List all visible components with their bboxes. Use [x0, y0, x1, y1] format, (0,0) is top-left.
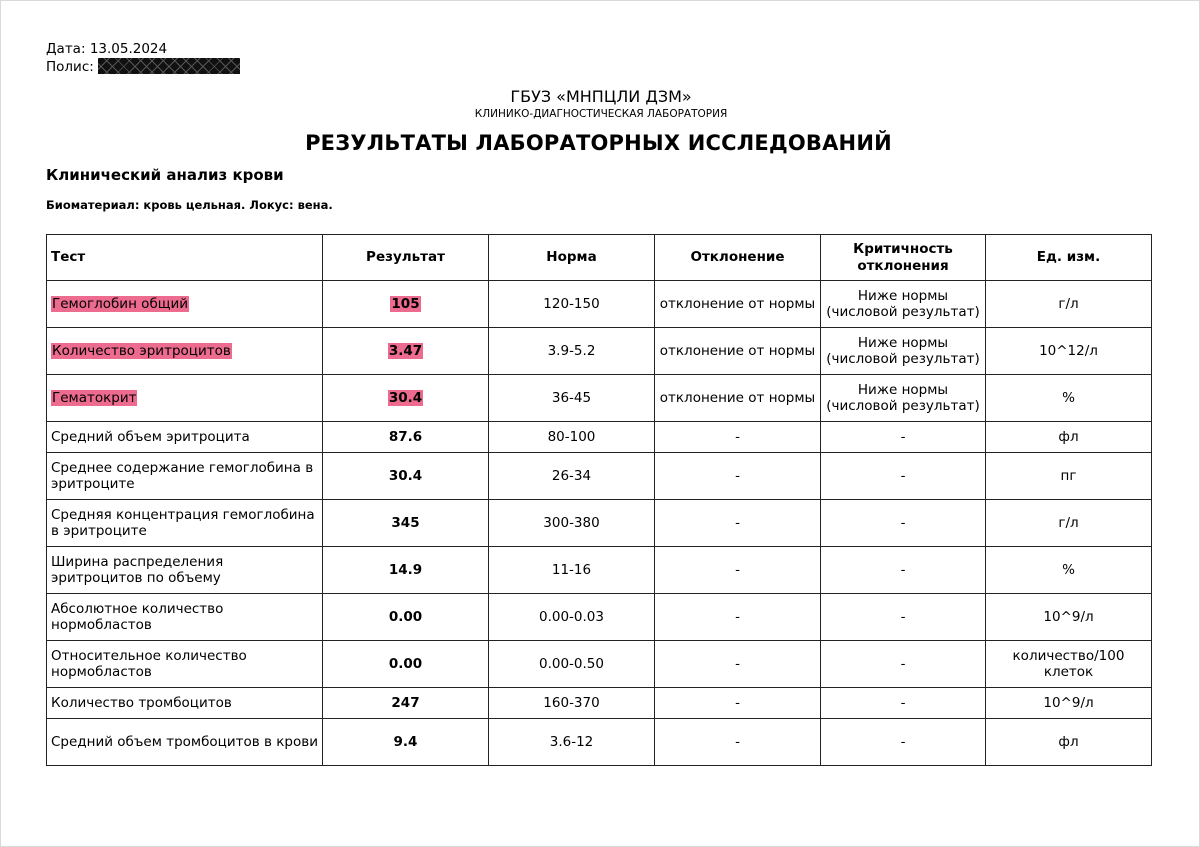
deviation-cell: - [655, 594, 821, 641]
table-row [47, 688, 1152, 719]
table-row [47, 547, 1152, 594]
unit-cell: % [986, 375, 1152, 422]
laboratory-name: КЛИНИКО-ДИАГНОСТИЧЕСКАЯ ЛАБОРАТОРИЯ [474, 108, 728, 120]
result-cell: 9.4 [323, 719, 489, 766]
unit-cell: г/л [986, 500, 1152, 547]
result-cell [323, 375, 489, 422]
column-header-test: Тест [47, 235, 323, 281]
norm-cell: 36-45 [489, 375, 655, 422]
result-value: 30.4 [388, 389, 423, 406]
table-row [47, 375, 1152, 422]
criticality-cell: Ниже нормы (числовой результат) [821, 281, 986, 328]
norm-cell: 120-150 [489, 281, 655, 328]
test-cell [47, 328, 323, 375]
section-title: Клинический анализ крови [46, 166, 284, 184]
table-row [47, 422, 1152, 453]
result-cell: 87.6 [323, 422, 489, 453]
result-cell: 0.00 [323, 641, 489, 688]
unit-cell: 10^9/л [986, 594, 1152, 641]
result-cell: 345 [323, 500, 489, 547]
deviation-cell: отклонение от нормы [655, 328, 821, 375]
test-cell: Среднее содержание гемоглобина в эритроците [47, 453, 323, 500]
unit-cell: количество/100 клеток [986, 641, 1152, 688]
table-row [47, 719, 1152, 766]
test-cell: Количество тромбоцитов [47, 688, 323, 719]
result-value: 3.47 [388, 342, 423, 359]
test-cell: Абсолютное количество нормобластов [47, 594, 323, 641]
test-cell: Ширина распределения эритроцитов по объему [47, 547, 323, 594]
policy-line [46, 58, 240, 76]
date-label: Дата: [46, 41, 86, 57]
unit-cell: 10^9/л [986, 688, 1152, 719]
organization-header [1, 87, 1200, 121]
deviation-cell: - [655, 547, 821, 594]
norm-cell: 80-100 [489, 422, 655, 453]
test-name: Гематокрит [52, 389, 137, 406]
column-header-unit: Ед. изм. [986, 235, 1152, 281]
criticality-cell: - [821, 688, 986, 719]
page-title: РЕЗУЛЬТАТЫ ЛАБОРАТОРНЫХ ИССЛЕДОВАНИЙ [305, 131, 892, 155]
unit-cell: фл [986, 422, 1152, 453]
result-cell: 0.00 [323, 594, 489, 641]
test-cell: Относительное количество нормобластов [47, 641, 323, 688]
result-cell [323, 328, 489, 375]
deviation-cell: отклонение от нормы [655, 281, 821, 328]
table-row [47, 453, 1152, 500]
column-header-result: Результат [323, 235, 489, 281]
result-cell: 30.4 [323, 453, 489, 500]
unit-cell: пг [986, 453, 1152, 500]
criticality-cell: Ниже нормы (числовой результат) [821, 375, 986, 422]
criticality-cell: - [821, 547, 986, 594]
table-header-row [47, 235, 1152, 281]
column-header-criticality: Критичность отклонения [821, 235, 986, 281]
criticality-cell: - [821, 422, 986, 453]
document-meta [46, 41, 240, 76]
norm-cell: 0.00-0.50 [489, 641, 655, 688]
norm-cell: 0.00-0.03 [489, 594, 655, 641]
norm-cell: 3.9-5.2 [489, 328, 655, 375]
organization-name: ГБУЗ «МНПЦЛИ ДЗМ» [510, 87, 692, 106]
result-value: 105 [391, 295, 420, 312]
test-cell: Средний объем тромбоцитов в крови [47, 719, 323, 766]
norm-cell: 160-370 [489, 688, 655, 719]
table-row [47, 500, 1152, 547]
unit-cell: г/л [986, 281, 1152, 328]
norm-cell: 11-16 [489, 547, 655, 594]
criticality-cell: - [821, 594, 986, 641]
deviation-cell: - [655, 719, 821, 766]
norm-cell: 26-34 [489, 453, 655, 500]
result-cell: 247 [323, 688, 489, 719]
deviation-cell: - [655, 641, 821, 688]
criticality-cell: - [821, 719, 986, 766]
unit-cell: % [986, 547, 1152, 594]
test-cell [47, 281, 323, 328]
biomaterial-info: Биоматериал: кровь цельная. Локус: вена. [46, 198, 333, 212]
results-table [46, 234, 1152, 766]
table-row [47, 328, 1152, 375]
policy-label: Полис: [46, 59, 94, 75]
deviation-cell: - [655, 453, 821, 500]
test-cell: Средний объем эритроцита [47, 422, 323, 453]
criticality-cell: - [821, 453, 986, 500]
norm-cell: 300-380 [489, 500, 655, 547]
deviation-cell: отклонение от нормы [655, 375, 821, 422]
date-line [46, 41, 240, 58]
date-value: 13.05.2024 [89, 41, 168, 57]
deviation-cell: - [655, 688, 821, 719]
unit-cell: 10^12/л [986, 328, 1152, 375]
criticality-cell: - [821, 641, 986, 688]
result-cell: 14.9 [323, 547, 489, 594]
test-cell: Средняя концентрация гемоглобина в эритроците [47, 500, 323, 547]
test-name: Количество эритроцитов [52, 342, 231, 359]
deviation-cell: - [655, 500, 821, 547]
deviation-cell: - [655, 422, 821, 453]
test-name: Гемоглобин общий [52, 295, 189, 312]
test-cell [47, 375, 323, 422]
criticality-cell: - [821, 500, 986, 547]
table-row [47, 641, 1152, 688]
norm-cell: 3.6-12 [489, 719, 655, 766]
table-row [47, 281, 1152, 328]
column-header-norm: Норма [489, 235, 655, 281]
column-header-deviation: Отклонение [655, 235, 821, 281]
result-cell [323, 281, 489, 328]
criticality-cell: Ниже нормы (числовой результат) [821, 328, 986, 375]
redacted-policy-number [98, 58, 240, 74]
unit-cell: фл [986, 719, 1152, 766]
table-row [47, 594, 1152, 641]
